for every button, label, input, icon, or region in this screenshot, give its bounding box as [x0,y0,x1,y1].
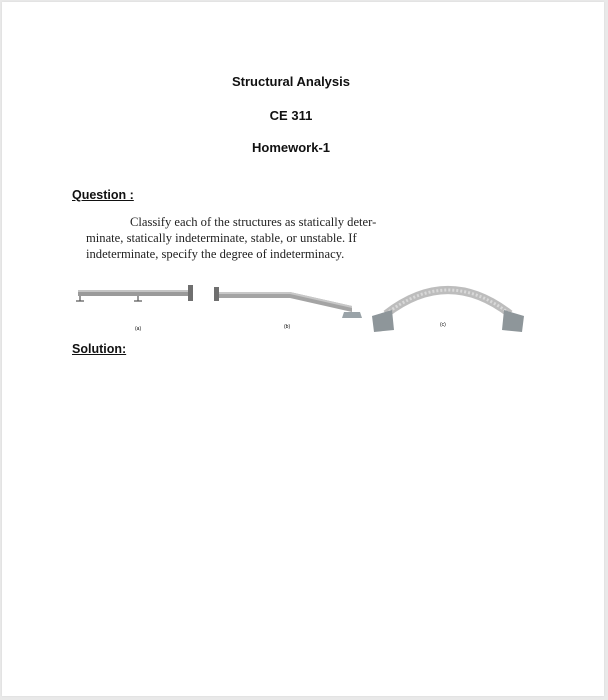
structure-c-arch [372,290,524,332]
question-heading: Question : [72,188,134,202]
caption-a: (a) [135,326,142,332]
course-code: CE 311 [269,108,313,123]
question-line-1: Classify each of the structures as statically deter- [130,215,377,229]
course-title: Structural Analysis [231,74,350,89]
question-text [86,214,440,262]
structure-b-beam [214,287,362,318]
structures-figure [68,278,528,338]
document-page [2,2,604,696]
question-line-2: minate, statically indeterminate, stable, or unstable. If [86,231,357,245]
assignment-title: Homework-1 [251,140,331,155]
caption-b: (b) [284,324,291,330]
caption-c: (c) [440,322,446,328]
question-line-3: indeterminate, specify the degree of indeterminacy. [86,247,345,261]
structure-a-beam [76,285,193,301]
solution-heading: Solution: [72,342,127,356]
